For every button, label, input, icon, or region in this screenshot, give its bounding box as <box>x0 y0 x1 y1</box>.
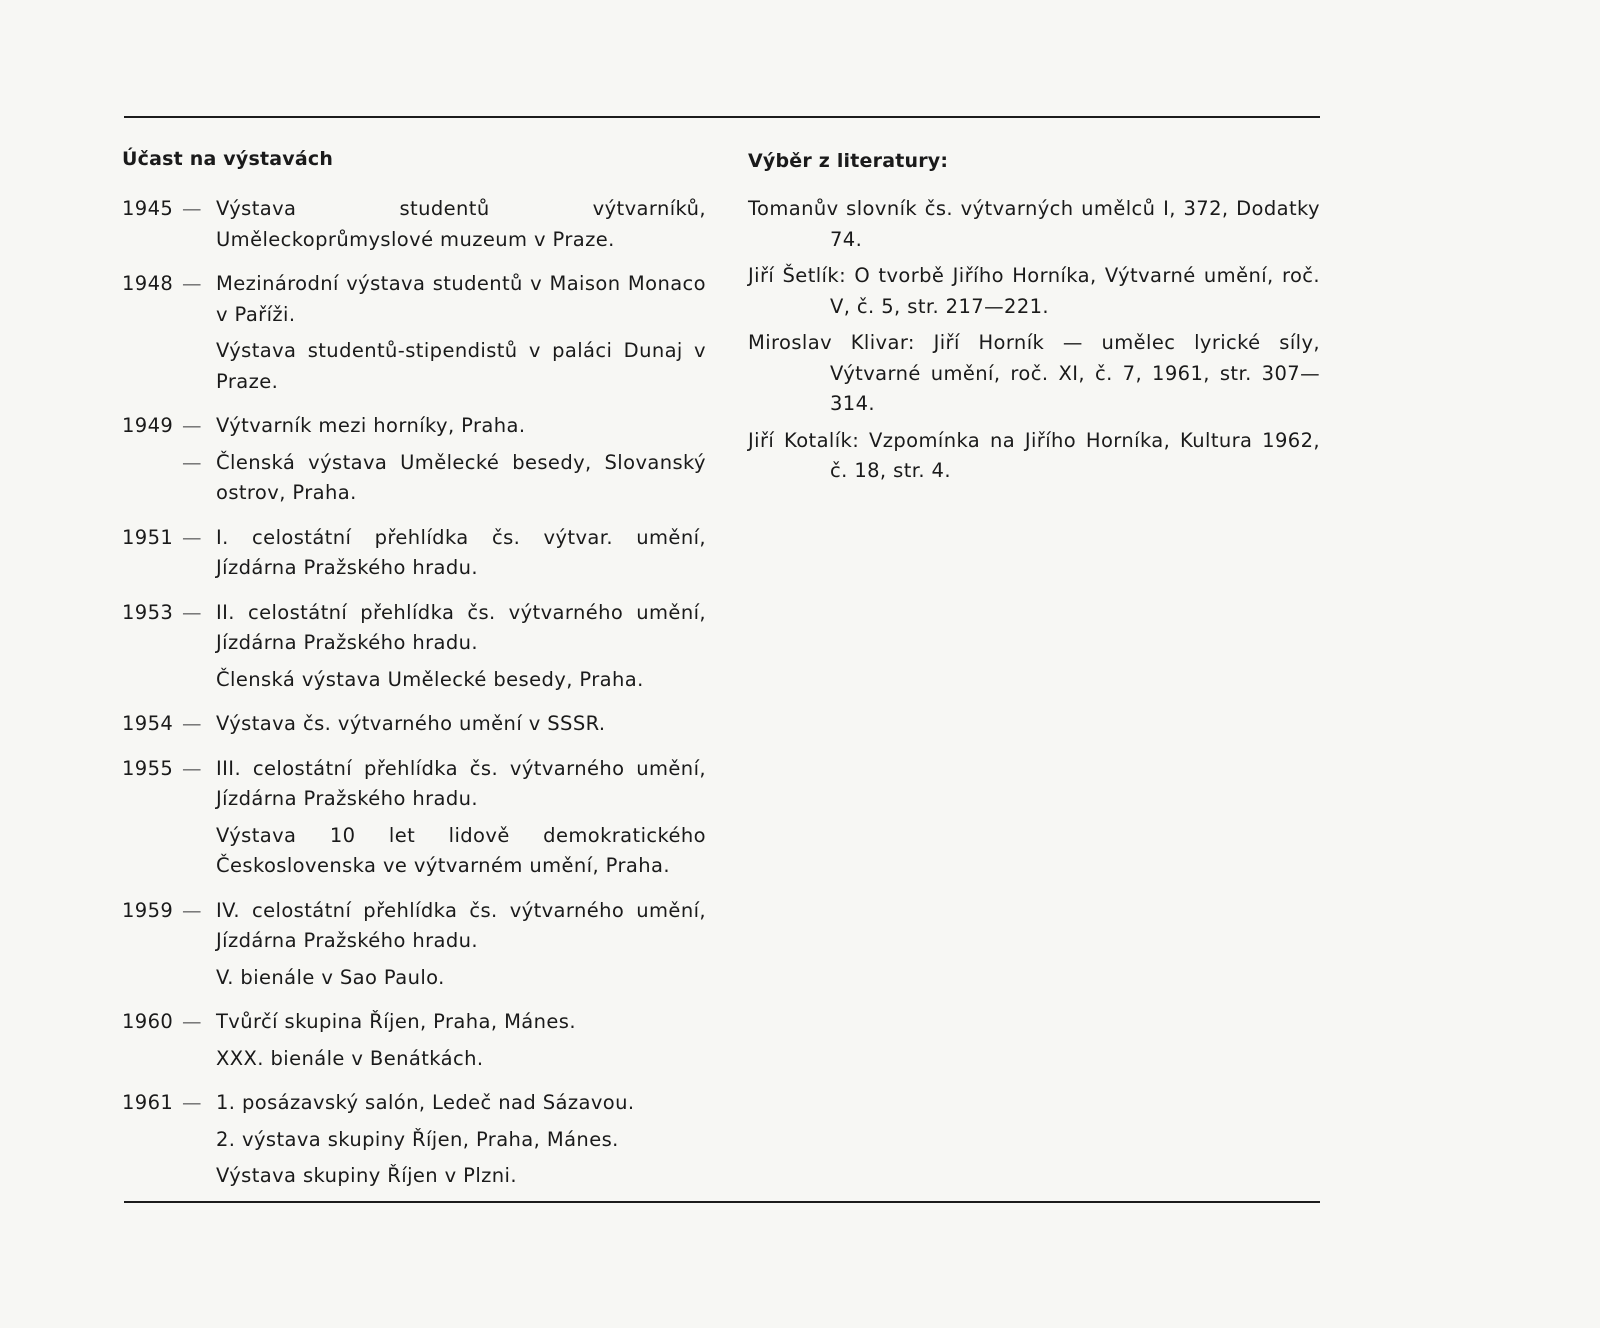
exhibition-year: 1945 <box>122 197 174 220</box>
exhibition-text: Výstava 10 let lidově demokratického Československa ve výtvarném umění, Praha. <box>216 823 706 877</box>
exhibition-year-group <box>122 194 722 255</box>
exhibition-entry <box>122 411 722 442</box>
dash-separator: — <box>182 450 202 474</box>
literature-heading: Výběr z literatury: <box>748 150 949 172</box>
exhibition-entry <box>122 598 722 659</box>
exhibition-entry <box>122 448 722 509</box>
exhibition-year: 1949 <box>122 414 174 437</box>
exhibition-year: 1953 <box>122 600 174 624</box>
dash-separator: — <box>182 272 202 295</box>
dash-separator: — <box>182 898 202 922</box>
literature-list <box>748 194 1320 493</box>
exhibition-text: V. bienále v Sao Paulo. <box>216 965 445 989</box>
exhibition-text: Mezinárodní výstava studentů v Maison Monaco v Paříži. <box>216 272 706 326</box>
dash-separator: — <box>182 756 202 780</box>
dash-separator: — <box>182 1091 202 1114</box>
exhibition-year-group <box>122 754 722 882</box>
exhibition-entry <box>122 1088 722 1119</box>
exhibition-entry <box>122 709 722 740</box>
exhibition-year-group <box>122 598 722 696</box>
literature-item: Miroslav Klivar: Jiří Horník — umělec lyrické síly, Výtvarné umění, roč. XI, č. 7, 1961, str. 307—314. <box>748 331 1320 415</box>
dash-separator: — <box>182 525 202 549</box>
exhibition-year-group <box>122 269 722 397</box>
exhibition-text: Výtvarník mezi horníky, Praha. <box>216 414 526 437</box>
exhibition-text: Členská výstava Umělecké besedy, Slovanský ostrov, Praha. <box>216 450 706 504</box>
literature-item: Jiří Šetlík: O tvorbě Jiřího Horníka, Výtvarné umění, roč. V, č. 5, str. 217—221. <box>748 264 1320 318</box>
exhibition-text: Členská výstava Umělecké besedy, Praha. <box>216 667 644 691</box>
exhibition-entry <box>122 1044 722 1075</box>
exhibition-entry <box>122 665 722 696</box>
exhibition-text: Tvůrčí skupina Říjen, Praha, Mánes. <box>216 1010 576 1033</box>
exhibition-text: Výstava studentů výtvarníků, Uměleckoprůmyslové muzeum v Praze. <box>216 197 706 251</box>
exhibition-year: 1960 <box>122 1010 174 1033</box>
exhibition-entry <box>122 963 722 994</box>
exhibition-text: Výstava skupiny Říjen v Plzni. <box>216 1164 517 1187</box>
exhibition-text: Výstava studentů-stipendistů v paláci Dunaj v Praze. <box>216 339 706 393</box>
exhibition-text: XXX. bienále v Benátkách. <box>216 1046 484 1070</box>
exhibition-text: I. celostátní přehlídka čs. výtvar. umění, Jízdárna Pražského hradu. <box>216 525 706 579</box>
exhibition-entry <box>122 1007 722 1038</box>
exhibition-year: 1951 <box>122 525 174 549</box>
exhibition-year: 1961 <box>122 1091 174 1114</box>
exhibition-year-group <box>122 896 722 994</box>
exhibition-text: IV. celostátní přehlídka čs. výtvarného umění, Jízdárna Pražského hradu. <box>216 898 706 952</box>
exhibition-entry <box>122 896 722 957</box>
exhibitions-heading: Účast na výstavách <box>122 148 334 170</box>
exhibition-year-group <box>122 1088 722 1192</box>
exhibitions-list <box>122 194 722 1206</box>
exhibition-year-group <box>122 1007 722 1074</box>
exhibition-year: 1955 <box>122 756 174 780</box>
exhibition-year-group <box>122 709 722 740</box>
exhibition-entry <box>122 1161 722 1192</box>
dash-separator: — <box>182 1010 202 1033</box>
exhibition-entry <box>122 1125 722 1156</box>
exhibition-entry <box>122 821 722 882</box>
exhibition-year-group <box>122 523 722 584</box>
exhibition-year: 1948 <box>122 272 174 295</box>
dash-separator: — <box>182 600 202 624</box>
bottom-rule <box>124 1201 1320 1203</box>
exhibition-entry <box>122 194 722 255</box>
dash-separator: — <box>182 197 202 220</box>
dash-separator: — <box>182 712 202 735</box>
exhibition-text: 1. posázavský salón, Ledeč nad Sázavou. <box>216 1091 635 1114</box>
exhibition-entry <box>122 336 722 397</box>
exhibition-entry <box>122 523 722 584</box>
exhibition-year: 1954 <box>122 712 174 735</box>
exhibition-text: Výstava čs. výtvarného umění v SSSR. <box>216 712 606 735</box>
top-rule <box>124 116 1320 118</box>
literature-item: Tomanův slovník čs. výtvarných umělců I, 372, Dodatky 74. <box>748 197 1320 251</box>
exhibition-text: 2. výstava skupiny Říjen, Praha, Mánes. <box>216 1127 619 1151</box>
exhibition-text: III. celostátní přehlídka čs. výtvarného umění, Jízdárna Pražského hradu. <box>216 756 706 810</box>
literature-item: Jiří Kotalík: Vzpomínka na Jiřího Horníka, Kultura 1962, č. 18, str. 4. <box>748 428 1320 482</box>
exhibition-entry <box>122 754 722 815</box>
exhibition-year: 1959 <box>122 898 174 922</box>
exhibition-text: II. celostátní přehlídka čs. výtvarného umění, Jízdárna Pražského hradu. <box>216 600 706 654</box>
dash-separator: — <box>182 414 202 437</box>
exhibition-entry <box>122 269 722 330</box>
exhibition-year-group <box>122 411 722 509</box>
